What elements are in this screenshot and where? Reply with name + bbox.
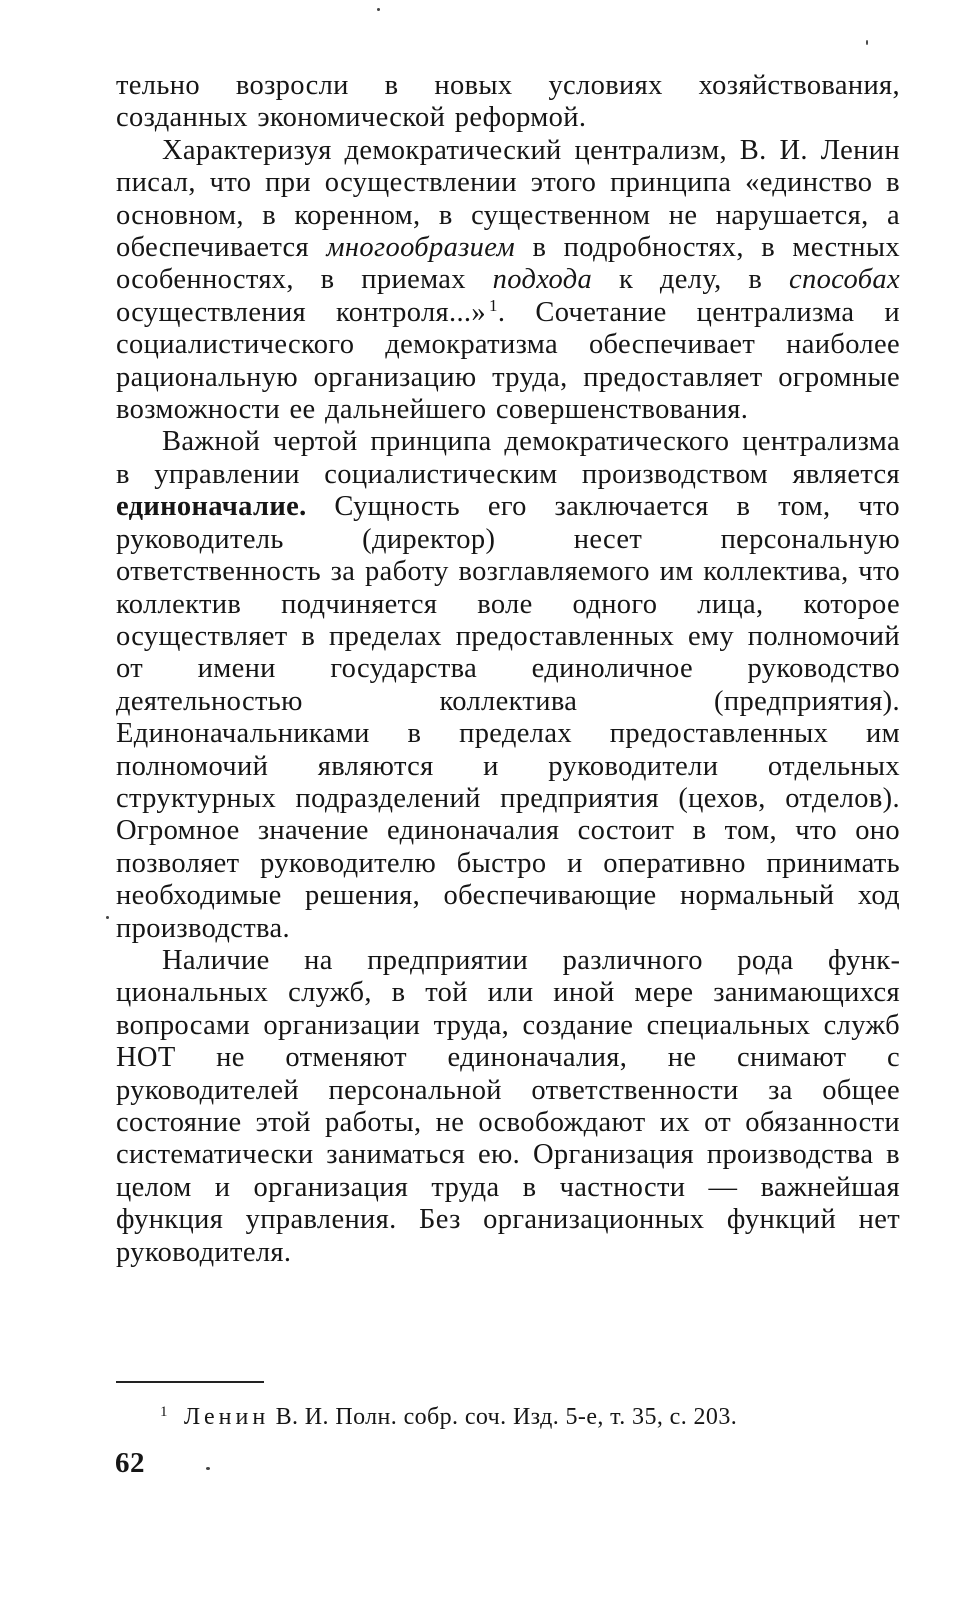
paragraph-continuation: тельно возросли в новых условиях хозяйствования, созданных экономической реформой. <box>116 70 900 134</box>
footnote-mark: 1 <box>160 1404 168 1420</box>
paragraph-text: Сущность его заключается в том, что руководитель (директор) несет персональную ответственность за работу возглавляемого им коллектива, что коллектив подчиняется воле одного лица, которое осуществляет в пределах предоставленных ему полномочий от имени государства единоличное руководство деятельностью коллектива (предприятия). Единоначальниками в пределах предоставленных им полномочий являются и руководители отдельных структурных подразделений предприятия (цехов, отделов). Огромное значение единоначалия состоит в том, что оно позволяет руководителю быстро и оперативно принимать необходимые решения, обеспечивающие нормальный ход производства. <box>116 491 900 944</box>
paragraph-text: Важной чертой принципа демократического централизма в управлении социалистическим производством является <box>116 426 900 490</box>
paragraph-text: осуществления контроля...» <box>116 296 486 328</box>
footnote-divider <box>116 1381 264 1383</box>
emphasis-text: способах <box>788 264 900 296</box>
paragraph-text: Характеризуя демократический централизм, В. И. Ленин писал, что при осуществлении этого принципа «единство в основном, в коренном, в существенном не нарушается, а обеспечивается <box>116 134 900 264</box>
paragraph-text: . Сочетание централизма и социалистического демократизма обеспечивает наиболее рациональную организацию труда, предоставляет огромные возможности ее дальнейшего совершенствования. <box>116 296 900 426</box>
paragraph-one-man-management <box>116 426 900 945</box>
paragraph-text: в подробностях, в местных особенностях, в приемах <box>116 232 900 296</box>
paragraph-democratic-centralism <box>116 135 900 427</box>
footnote-text: В. И. Полн. собр. соч. Изд. 5-е, т. 35, с. 203. <box>269 1404 738 1430</box>
page-text <box>116 70 900 1269</box>
page-number: 62 <box>115 1447 145 1479</box>
bold-term: единоначалие. <box>116 491 307 523</box>
scan-speck <box>206 1467 210 1470</box>
scan-speck <box>106 916 109 919</box>
emphasis-text: многообразием <box>326 232 516 264</box>
paragraph-text: к делу, в <box>592 264 789 296</box>
footnote <box>160 1397 900 1432</box>
scan-speck <box>866 40 868 45</box>
footnote-reference: 1 <box>489 295 498 315</box>
scan-speck <box>377 8 380 11</box>
footnote-author: Ленин <box>183 1404 270 1430</box>
emphasis-text: подхода <box>492 264 593 296</box>
paragraph-functional-services: Наличие на предприятии различного рода функциональных служб, в той или иной мере занимающихся вопросами организации труда, создание специальных служб НОТ не отменяют единоначалия, не снимают с руководителей персональной ответственности за общее состояние этой работы, не освобождают их от обязанности систематически заниматься ею. Организация производства в целом и организация труда в частности — важнейшая функция управления. Без организационных функций нет руководителя. <box>116 944 900 1268</box>
